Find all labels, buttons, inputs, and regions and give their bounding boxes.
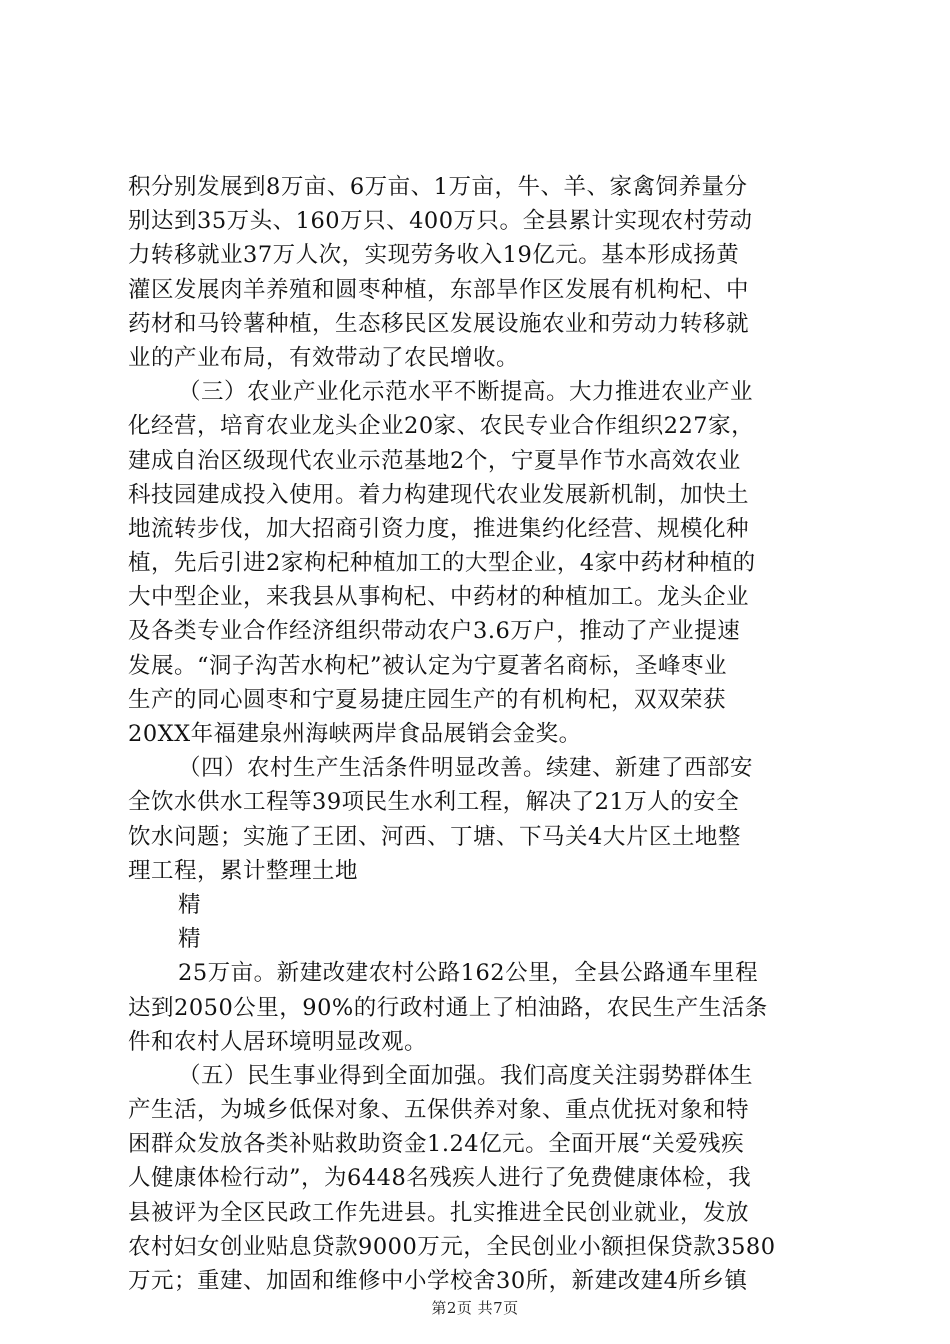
section-five-heading-line: （五）民生事业得到全面加强。我们高度关注弱势群体生 [178, 1062, 754, 1089]
text-line: 人健康体检行动”，为6448名残疾人进行了免费健康体检，我 [128, 1165, 752, 1192]
section-four-heading-line: （四）农村生产生活条件明显改善。续建、新建了西部安 [178, 755, 754, 782]
text-line: 灌区发展肉羊养殖和圆枣种植，东部旱作区发展有机枸杞、中 [128, 276, 750, 303]
text-line: 业的产业布局，有效带动了农民增收。 [128, 344, 520, 371]
text-line: 产生活，为城乡低保对象、五保供养对象、重点优抚对象和特 [128, 1097, 750, 1124]
text-line: 力转移就业37万人次，实现劳务收入19亿元。基本形成扬黄 [128, 242, 740, 269]
text-line: 饮水问题；实施了王团、河西、丁塘、下马关4大片区土地整 [128, 823, 741, 850]
text-line: 万元；重建、加固和维修中小学校舍30所，新建改建4所乡镇 [128, 1268, 748, 1294]
text-line: 化经营，培育农业龙头企业20家、农民专业合作组织227家， [128, 413, 755, 440]
text-line: 植，先后引进2家枸杞种植加工的大型企业，4家中药材种植的 [128, 550, 756, 577]
text-line: 生产的同心圆枣和宁夏易捷庄园生产的有机枸杞，双双荣获 [128, 686, 727, 713]
text-line: 建成自治区级现代农业示范基地2个，宁夏旱作节水高效农业 [128, 447, 741, 474]
text-line: 大中型企业，来我县从事枸杞、中药材的种植加工。龙头企业 [128, 584, 750, 611]
section-three-heading-line: （三）农业产业化示范水平不断提高。大力推进农业产业 [178, 379, 754, 406]
text-line: 科技园建成投入使用。着力构建现代农业发展新机制，加快土 [128, 481, 750, 508]
text-line: 全饮水供水工程等39项民生水利工程，解决了21万人的安全 [128, 789, 740, 816]
text-line: 困群众发放各类补贴救助资金1.24亿元。全面开展“关爱残疾 [128, 1131, 745, 1158]
text-line: 达到2050公里，90%的行政村通上了柏油路，农民生产生活条 [128, 994, 768, 1021]
text-line: 农村妇女创业贴息贷款9000万元，全民创业小额担保贷款3580 [128, 1233, 776, 1260]
body-text [128, 170, 828, 1298]
text-line: 25万亩。新建改建农村公路162公里，全县公路通车里程 [178, 960, 759, 987]
stray-character-line: 精 [178, 926, 202, 953]
text-line: 别达到35万头、160万只、400万只。全县累计实现农村劳动 [128, 208, 753, 235]
text-line: 理工程，累计整理土地 [128, 857, 359, 884]
stray-character-line: 精 [178, 891, 202, 918]
page-number-footer: 第2页 共7页 [431, 1299, 519, 1317]
text-line: 件和农村人居环境明显改观。 [128, 1028, 428, 1055]
text-line: 发展。“洞子沟苦水枸杞”被认定为宁夏著名商标，圣峰枣业 [128, 652, 728, 679]
text-line: 地流转步伐，加大招商引资力度，推进集约化经营、规模化种 [128, 515, 750, 542]
text-line: 县被评为全区民政工作先进县。扎实推进全民创业就业，发放 [128, 1199, 750, 1226]
text-line: 20XX年福建泉州海峡两岸食品展销会金奖。 [128, 721, 582, 747]
text-line: 及各类专业合作经济组织带动农户3.6万户，推动了产业提速 [128, 618, 741, 645]
text-line: 积分别发展到8万亩、6万亩、1万亩，牛、羊、家禽饲养量分 [128, 174, 748, 200]
text-line: 药材和马铃薯种植，生态移民区发展设施农业和劳动力转移就 [128, 310, 750, 337]
